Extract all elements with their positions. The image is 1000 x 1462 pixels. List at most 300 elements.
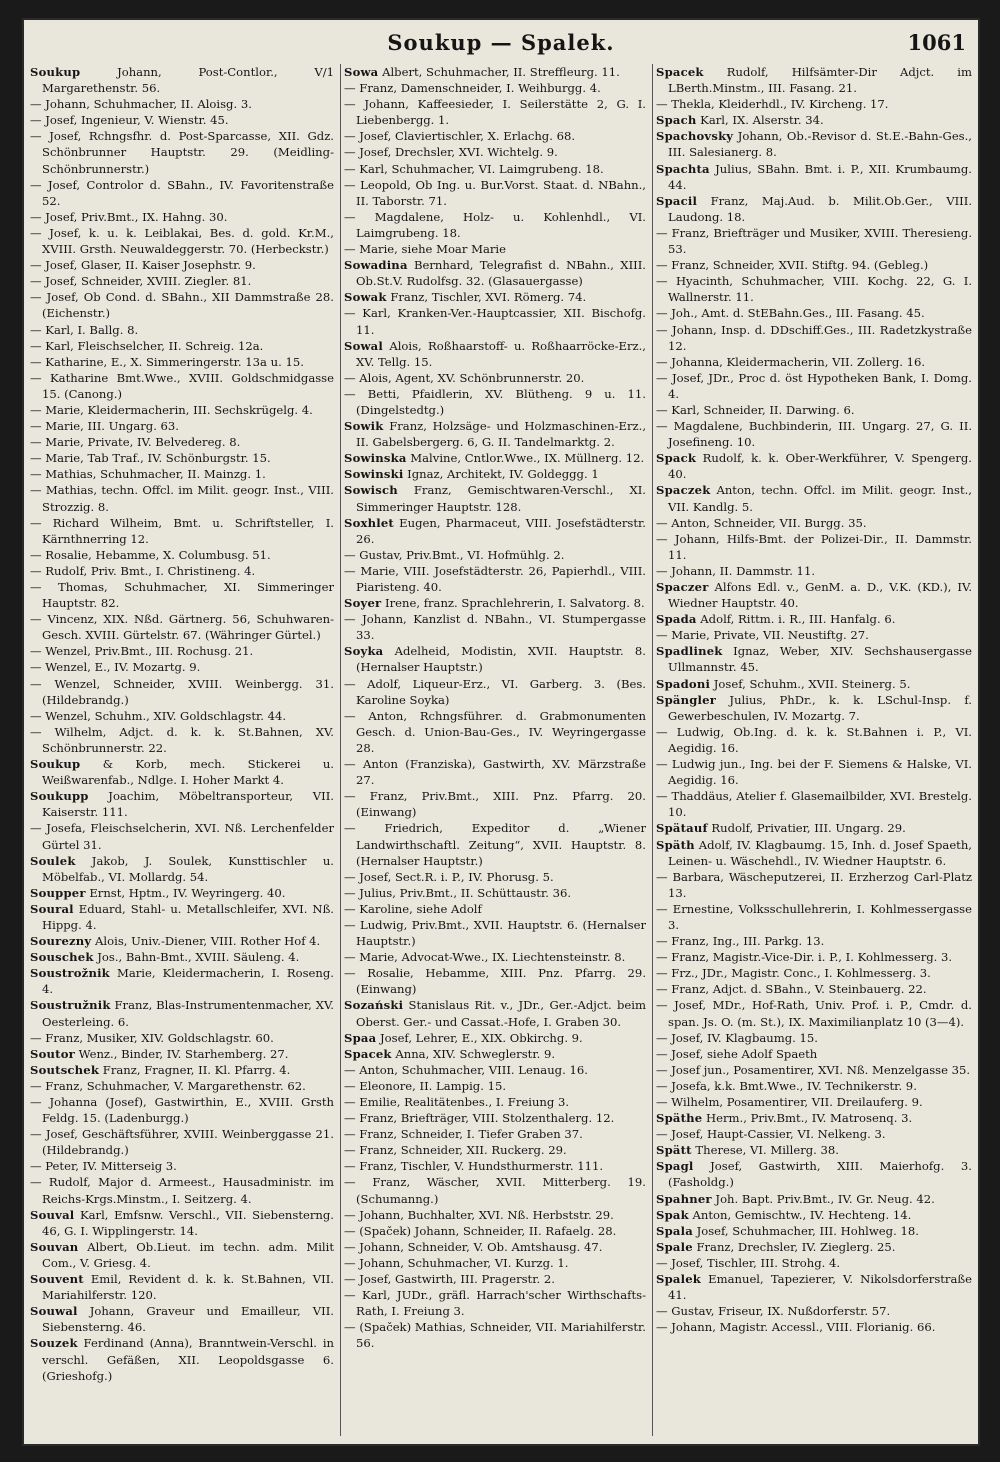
- directory-entry: [656, 96, 972, 112]
- entry-text: — Gustav, Priv.Bmt., VI. Hofmühlg. 2.: [344, 547, 565, 562]
- entry-text: — Katharine Bmt.Wwe., XVIII. Goldschmidgasse 15. (Canong.): [30, 370, 334, 401]
- directory-entry: [30, 1078, 334, 1094]
- entry-surname: Spacek: [344, 1046, 392, 1061]
- directory-entry: [344, 466, 646, 482]
- directory-entry: [344, 611, 646, 643]
- directory-entry: [656, 627, 972, 643]
- entry-surname: Souvan: [30, 1239, 79, 1254]
- directory-entry: [344, 1174, 646, 1206]
- directory-entry: [344, 1223, 646, 1239]
- directory-entry: [344, 257, 646, 289]
- directory-entry: [344, 595, 646, 611]
- entry-surname: Soutor: [30, 1046, 75, 1061]
- directory-entry: [656, 1030, 972, 1046]
- entry-text: Franz, Holzsäge- und Holzmaschinen-Erz., II. Gabelsbergerg. 6, G. II. Tandelmarktg. 2.: [356, 419, 646, 450]
- entry-text: Albert, Schuhmacher, II. Streffleurg. 11.: [378, 65, 620, 79]
- entry-surname: Spätt: [656, 1143, 692, 1158]
- entry-text: Rudolf, Privatier, III. Ungarg. 29.: [707, 821, 906, 836]
- entry-text: — Johann, Magistr. Accessl., VIII. Florianig. 66.: [656, 1320, 936, 1335]
- directory-entry: [656, 1094, 972, 1110]
- directory-entry: [344, 370, 646, 386]
- directory-entry: [344, 289, 646, 305]
- entry-text: Alfons Edl. v., GenM. a. D., V.K. (KD.), IV. Wiedner Hauptstr. 40.: [668, 580, 972, 611]
- directory-entry: [344, 209, 646, 241]
- entry-text: — Franz, Musiker, XIV. Goldschlagstr. 60.: [30, 1030, 274, 1045]
- entry-text: — Johann, Insp. d. DDschiff.Ges., III. Radetzkystraße 12.: [656, 322, 972, 353]
- directory-entry: [344, 1046, 646, 1062]
- column-divider: [340, 64, 341, 1436]
- entry-text: — Wenzel, Schuhm., XIV. Goldschlagstr. 44.: [30, 708, 287, 723]
- directory-entry: [344, 1158, 646, 1174]
- directory-entry: [344, 144, 646, 160]
- directory-entry: [656, 64, 972, 96]
- entry-text: — Alois, Agent, XV. Schönbrunnerstr. 20.: [344, 370, 585, 385]
- directory-entry: [344, 386, 646, 418]
- entry-surname: Sowadina: [344, 258, 408, 273]
- entry-text: — Franz, Magistr.-Vice-Dir. i. P., I. Kohlmesserg. 3.: [656, 950, 953, 965]
- entry-text: — Joh., Amt. d. StEBahn.Ges., III. Fasang. 45.: [656, 306, 925, 321]
- directory-entry: [30, 933, 334, 949]
- entry-surname: Spaczek: [656, 483, 711, 498]
- directory-entry: [30, 676, 334, 708]
- directory-entry: [656, 1239, 972, 1255]
- directory-entry: [30, 820, 334, 852]
- page-number: 1061: [907, 30, 966, 55]
- entry-text: — Katharine, E., X. Simmeringerstr. 13a u. 15.: [30, 354, 304, 369]
- directory-entry: [656, 1078, 972, 1094]
- directory-entry: [344, 563, 646, 595]
- entry-text: — Marie, Tab Traf., IV. Schönburgstr. 15.: [30, 451, 271, 466]
- entry-text: Therese, VI. Millerg. 38.: [691, 1143, 839, 1158]
- directory-entry: [344, 1255, 646, 1271]
- entry-text: — Josef, Sect.R. i. P., IV. Phorusg. 5.: [344, 869, 554, 884]
- directory-entry: [656, 322, 972, 354]
- directory-entry: [344, 901, 646, 917]
- directory-entry: [344, 997, 646, 1029]
- directory-entry: [656, 724, 972, 756]
- directory-entry: [344, 756, 646, 788]
- entry-text: Ignaz, Architekt, IV. Goldeggg. 1: [403, 467, 599, 482]
- entry-text: — Vincenz, XIX. Nßd. Gärtnerg. 56, Schuhwaren-Gesch. XVIII. Gürtelstr. 67. (Währinger Gürtel.): [30, 612, 334, 643]
- directory-entry: [30, 1174, 334, 1206]
- entry-text: Rudolf, k. k. Ober-Werkführer, V. Spengerg. 40.: [668, 451, 972, 482]
- directory-entry: [344, 1142, 646, 1158]
- entry-text: — Johann, II. Dammstr. 11.: [656, 563, 816, 578]
- entry-text: Johann, Post-Contlor., V/1 Margarethenstr. 56.: [42, 65, 334, 96]
- directory-entry: [30, 885, 334, 901]
- column-divider: [652, 64, 653, 1436]
- entry-text: — Gustav, Friseur, IX. Nußdorferstr. 57.: [656, 1304, 891, 1319]
- entry-surname: Sourezny: [30, 934, 92, 949]
- directory-entry: [656, 1303, 972, 1319]
- directory-entry: [30, 965, 334, 997]
- directory-entry: [30, 949, 334, 965]
- entry-surname: Sowinski: [344, 467, 404, 482]
- entry-surname: Spack: [656, 451, 697, 466]
- entry-text: — Johann, Kanzlist d. NBahn., VI. Stumpergasse 33.: [344, 612, 646, 643]
- directory-entry: [656, 273, 972, 305]
- entry-text: — Hyacinth, Schuhmacher, VIII. Kochg. 22, G. I. Wallnerstr. 11.: [656, 274, 972, 305]
- directory-entry: [656, 370, 972, 402]
- entry-text: — Marie, Private, VII. Neustiftg. 27.: [656, 628, 869, 643]
- entry-text: Jos., Bahn-Bmt., XVIII. Säuleng. 4.: [93, 950, 300, 965]
- directory-entry: [30, 177, 334, 209]
- directory-entry: [656, 901, 972, 933]
- entry-surname: Souzek: [30, 1336, 78, 1351]
- entry-text: — Josef, Gastwirth, III. Pragerstr. 2.: [344, 1272, 555, 1287]
- entry-text: Franz, Blas-Instrumentenmacher, XV. Oesterleing. 6.: [42, 998, 334, 1029]
- directory-entry: [30, 482, 334, 514]
- entry-text: — Karl, JUDr., gräfl. Harrach'scher Wirthschafts-Rath, I. Freiung 3.: [344, 1288, 646, 1319]
- directory-entry: [30, 128, 334, 176]
- entry-text: — Franz, Wäscher, XVII. Mitterberg. 19. (Schumanng.): [344, 1175, 646, 1206]
- directory-entry: [656, 981, 972, 997]
- entry-surname: Spaczer: [656, 580, 709, 594]
- entry-text: Adelheid, Modistin, XVII. Hauptstr. 8. (Hernalser Hauptstr.): [356, 644, 646, 675]
- entry-text: — Richard Wilheim, Bmt. u. Schriftsteller, I. Kärnthnerring 12.: [30, 515, 334, 546]
- entry-text: — Anton, Schuhmacher, VIII. Lenaug. 16.: [344, 1062, 588, 1077]
- directory-entry: [344, 1110, 646, 1126]
- directory-entry: [344, 708, 646, 756]
- entry-text: — Eleonore, II. Lampig. 15.: [344, 1078, 507, 1093]
- entry-surname: Souvent: [30, 1272, 84, 1287]
- directory-entry: [30, 1094, 334, 1126]
- directory-entry: [656, 563, 972, 579]
- directory-entry: [344, 676, 646, 708]
- directory-entry: [30, 1207, 334, 1239]
- entry-surname: Spachta: [656, 161, 710, 176]
- entry-surname: Souval: [30, 1207, 75, 1222]
- column-1: [30, 64, 334, 1438]
- entry-surname: Soukup: [30, 65, 81, 79]
- directory-entry: [30, 659, 334, 675]
- entry-text: Anna, XIV. Schweglerstr. 9.: [391, 1046, 556, 1061]
- directory-entry: [30, 466, 334, 482]
- entry-text: — Franz, Briefträger, VIII. Stolzenthalerg. 12.: [344, 1111, 615, 1126]
- directory-entry: [344, 338, 646, 370]
- entry-surname: Soutschek: [30, 1062, 100, 1077]
- entry-text: Malvine, Cntlor.Wwe., IX. Müllnerg. 12.: [406, 451, 645, 466]
- entry-text: — Franz, Priv.Bmt., XIII. Pnz. Pfarrg. 20. (Einwang): [344, 789, 646, 820]
- directory-entry: [30, 788, 334, 820]
- entry-text: — Rosalie, Hebamme, XIII. Pnz. Pfarrg. 29. (Einwang): [344, 966, 646, 997]
- entry-text: — Johann, Schneider, V. Ob. Amtshausg. 47.: [344, 1239, 603, 1254]
- entry-text: — Josef, Geschäftsführer, XVIII. Weinberggasse 21. (Hildebrandg.): [30, 1127, 334, 1158]
- entry-text: — Wilhelm, Adjct. d. k. k. St.Bahnen, XV. Schönbrunnerstr. 22.: [30, 724, 334, 755]
- directory-entry: [30, 418, 334, 434]
- entry-text: — Wenzel, Priv.Bmt., III. Rochusg. 21.: [30, 644, 254, 659]
- directory-entry: [344, 1030, 646, 1046]
- entry-surname: Spale: [656, 1239, 693, 1254]
- entry-text: — Johann, Schuhmacher, VI. Kurzg. 1.: [344, 1255, 569, 1270]
- entry-text: — Johann, Schuhmacher, II. Aloisg. 3.: [30, 97, 252, 112]
- entry-text: Marie, Kleidermacherin, I. Roseng. 4.: [42, 966, 334, 997]
- entry-surname: Spacek: [656, 65, 704, 79]
- directory-entry: [30, 1046, 334, 1062]
- entry-text: — Josefa, Fleischselcherin, XVI. Nß. Lerchenfelder Gürtel 31.: [30, 821, 334, 852]
- entry-text: Karl, Emfsnw. Verschl., VII. Siebensterng. 46, G. I. Wipplingerstr. 14.: [42, 1207, 334, 1238]
- entry-text: — Magdalene, Buchbinderin, III. Ungarg. 27, G. II. Josefineng. 10.: [656, 419, 972, 450]
- entry-surname: Soustrožnik: [30, 966, 110, 981]
- directory-entry: [344, 949, 646, 965]
- entry-surname: Späthe: [656, 1111, 703, 1126]
- directory-entry: [344, 482, 646, 514]
- entry-surname: Spagl: [656, 1159, 694, 1174]
- entry-text: Josef, Schuhm., XVII. Steinerg. 5.: [710, 676, 911, 691]
- entry-text: — Anton, Schneider, VII. Burgg. 35.: [656, 515, 867, 530]
- entry-text: — Karoline, siehe Adolf: [344, 901, 482, 916]
- entry-text: Alois, Roßhaarstoff- u. Roßhaarröcke-Erz., XV. Tellg. 15.: [356, 338, 646, 369]
- directory-entry: [344, 1271, 646, 1287]
- entry-text: Adolf, IV. Klagbaumg. 15, Inh. d. Josef Spaeth, Leinen- u. Wäschehdl., IV. Wiedner Hauptstr. 6.: [668, 837, 972, 868]
- directory-entry: [656, 579, 972, 611]
- directory-entry: [656, 643, 972, 675]
- directory-entry: [344, 788, 646, 820]
- entry-surname: Spahner: [656, 1191, 712, 1206]
- directory-entry: [30, 1303, 334, 1335]
- directory-entry: [656, 611, 972, 627]
- entry-surname: Spala: [656, 1223, 693, 1238]
- entry-text: — Franz, Schneider, XVII. Stiftg. 94. (Gebleg.): [656, 258, 929, 273]
- entry-surname: Souwal: [30, 1304, 78, 1319]
- entry-text: — Thaddäus, Atelier f. Glasemailbilder, XVI. Brestelg. 10.: [656, 789, 972, 820]
- directory-entry: [344, 643, 646, 675]
- entry-text: — Johann, Kaffeesieder, I. Seilerstätte 2, G. I. Liebenbergg. 1.: [344, 97, 646, 128]
- entry-text: — Wilhelm, Posamentirer, VII. Dreilauferg. 9.: [656, 1095, 923, 1109]
- entry-text: — Marie, VIII. Josefstädterstr. 26, Papierhdl., VIII. Piaristeng. 40.: [344, 563, 646, 594]
- entry-text: — Franz, Schneider, I. Tiefer Graben 37.: [344, 1127, 583, 1142]
- directory-entry: [30, 997, 334, 1029]
- directory-entry: [30, 354, 334, 370]
- entry-text: — Josef, Schneider, XVIII. Ziegler. 81.: [30, 274, 252, 289]
- entry-text: — Emilie, Realitätenbes., I. Freiung 3.: [344, 1095, 570, 1109]
- directory-entry: [656, 418, 972, 450]
- directory-entry: [30, 1158, 334, 1174]
- entry-text: Wenz., Binder, IV. Starhemberg. 27.: [74, 1046, 289, 1061]
- directory-entry: [656, 949, 972, 965]
- entry-text: Anton, techn. Offcl. im Milit. geogr. Inst., VII. Kandlg. 5.: [668, 483, 972, 514]
- entry-text: — Josef, Rchngsfhr. d. Post-Sparcasse, XII. Gdz. Schönbrunner Hauptstr. 29. (Meidling-Schönbrunnerstr.): [30, 129, 334, 176]
- entry-text: — Josef, Ingenieur, V. Wienstr. 45.: [30, 113, 229, 128]
- entry-text: — Franz, Schneider, XII. Ruckerg. 29.: [344, 1143, 567, 1158]
- directory-entry: [656, 965, 972, 981]
- entry-text: Julius, PhDr., k. k. LSchul-Insp. f. Gewerbeschulen, IV. Mozartg. 7.: [668, 692, 972, 723]
- entry-text: — Rudolf, Priv. Bmt., I. Christineng. 4.: [30, 563, 256, 578]
- entry-text: — Ludwig, Priv.Bmt., XVII. Hauptstr. 6. (Hernalser Hauptstr.): [344, 917, 646, 949]
- entry-text: — Mathias, Schuhmacher, II. Mainzg. 1.: [30, 467, 266, 482]
- entry-text: Franz, Gemischtwaren-Verschl., XI. Simmeringer Hauptstr. 128.: [356, 483, 646, 514]
- entry-text: — Franz, Schuhmacher, V. Margarethenstr. 62.: [30, 1078, 306, 1093]
- directory-entry: [344, 1319, 646, 1351]
- directory-entry: [30, 64, 334, 96]
- entry-text: — Karl, Schneider, II. Darwing. 6.: [656, 402, 855, 417]
- entry-text: — Ludwig jun., Ing. bei der F. Siemens & Halske, VI. Aegidig. 16.: [656, 757, 972, 788]
- directory-entry: [344, 885, 646, 901]
- entry-text: Josef, Gastwirth, XIII. Maierhofg. 3. (Fasholdg.): [668, 1159, 972, 1190]
- directory-entry: [30, 450, 334, 466]
- entry-surname: Spätauf: [656, 821, 708, 836]
- directory-entry: [344, 1207, 646, 1223]
- entry-text: — Marie, Private, IV. Belvedereg. 8.: [30, 435, 241, 450]
- entry-text: — Rudolf, Major d. Armeest., Hausadministr. im Reichs-Krgs.Minstm., I. Seitzerg. 4.: [30, 1175, 334, 1206]
- directory-entry: [30, 1062, 334, 1078]
- entry-text: — Friedrich, Expeditor d. „Wiener Landwirthschaftl. Zeitung“, XVII. Hauptstr. 8. (Hernalser Hauptstr.): [344, 821, 646, 868]
- entry-text: — Marie, Advocat-Wwe., IX. Liechtensteinstr. 8.: [344, 950, 626, 965]
- entry-text: — Josef, Priv.Bmt., IX. Hahng. 30.: [30, 209, 228, 224]
- directory-entry: [656, 820, 972, 836]
- directory-entry: [30, 96, 334, 112]
- entry-text: — Josef, Glaser, II. Kaiser Josephstr. 9.: [30, 258, 256, 273]
- entry-text: — Josef, Tischler, III. Strohg. 4.: [656, 1255, 841, 1270]
- directory-entry: [656, 450, 972, 482]
- entry-text: — Karl, Fleischselcher, II. Schreig. 12a.: [30, 338, 264, 353]
- directory-entry: [656, 1142, 972, 1158]
- directory-entry: [30, 322, 334, 338]
- entry-text: — Karl, I. Ballg. 8.: [30, 322, 139, 337]
- entry-surname: Soulek: [30, 853, 76, 868]
- directory-entry: [30, 1030, 334, 1046]
- entry-surname: Soural: [30, 901, 74, 916]
- entry-text: — Thekla, Kleiderhdl., IV. Kircheng. 17.: [656, 97, 889, 112]
- entry-text: — Betti, Pfaidlerin, XV. Blütheng. 9 u. 11. (Dingelstedtg.): [344, 386, 646, 417]
- directory-entry: [656, 1255, 972, 1271]
- directory-entry: [30, 1126, 334, 1158]
- entry-text: — Franz, Adjct. d. SBahn., V. Steinbauerg. 22.: [656, 982, 927, 997]
- entry-text: Julius, SBahn. Bmt. i. P., XII. Krumbaumg. 44.: [668, 161, 972, 192]
- directory-entry: [30, 434, 334, 450]
- directory-entry: [656, 1271, 972, 1303]
- directory-entry: [30, 112, 334, 128]
- directory-entry: [344, 1078, 646, 1094]
- entry-text: Herm., Priv.Bmt., IV. Matrosenq. 3.: [702, 1111, 913, 1126]
- directory-entry: [656, 756, 972, 788]
- directory-entry: [344, 64, 646, 80]
- entry-surname: Spaa: [344, 1030, 377, 1045]
- entry-text: — Marie, siehe Moar Marie: [344, 242, 506, 257]
- entry-surname: Sowik: [344, 419, 384, 434]
- entry-surname: Spada: [656, 612, 697, 627]
- entry-text: — Thomas, Schuhmacher, XI. Simmeringer Hauptstr. 82.: [30, 580, 334, 611]
- directory-entry: [30, 1239, 334, 1271]
- directory-entry: [656, 997, 972, 1029]
- directory-entry: [30, 1335, 334, 1383]
- directory-entry: [30, 756, 334, 788]
- entry-text: — Franz, Briefträger und Musiker, XVIII. Theresieng. 53.: [656, 225, 972, 257]
- directory-entry: [656, 1223, 972, 1239]
- directory-entry: [30, 225, 334, 257]
- directory-entry: [656, 869, 972, 901]
- entry-text: Eugen, Pharmaceut, VIII. Josefstädterstr. 26.: [356, 515, 646, 546]
- entry-text: — Barbara, Wäscheputzerei, II. Erzherzog Carl-Platz 13.: [656, 869, 972, 900]
- entry-text: Adolf, Rittm. i. R., III. Hanfalg. 6.: [696, 612, 896, 627]
- entry-text: — Franz, Damenschneider, I. Weihburgg. 4.: [344, 81, 601, 96]
- entry-surname: Soukup: [30, 757, 81, 772]
- directory-entry: [30, 563, 334, 579]
- entry-text: Jakob, J. Soulek, Kunsttischler u. Möbelfab., VI. Mollardg. 54.: [42, 853, 334, 884]
- entry-text: — Anton (Franziska), Gastwirth, XV. Märzstraße 27.: [344, 757, 646, 788]
- entry-text: Albert, Ob.Lieut. im techn. adm. Milit Com., V. Griesg. 4.: [42, 1239, 334, 1270]
- directory-entry: [656, 305, 972, 321]
- directory-page: [22, 18, 980, 1446]
- entry-surname: Spachovsky: [656, 129, 734, 144]
- entry-text: — Ludwig, Ob.Ing. d. k. k. St.Bahnen i. P., VI. Aegidig. 16.: [656, 724, 972, 755]
- page-title: Soukup — Spalek.: [387, 30, 615, 55]
- entry-text: Rudolf, Hilfsämter-Dir Adjct. im LBerth.Minstm., III. Fasang. 21.: [668, 65, 972, 96]
- entry-text: Ignaz, Weber, XIV. Sechshausergasse Ullmannstr. 45.: [668, 644, 972, 675]
- entry-text: — Rosalie, Hebamme, X. Columbusg. 51.: [30, 547, 271, 562]
- entry-text: — Marie, III. Ungarg. 63.: [30, 419, 179, 434]
- entry-text: — Josef, MDr., Hof-Rath, Univ. Prof. i. P., Cmdr. d. span. Js. O. (m. St.), IX. Maximilianplatz 10 (3—4).: [656, 998, 972, 1029]
- entry-text: — Karl, Schuhmacher, VI. Laimgrubeng. 18.: [344, 161, 604, 176]
- directory-entry: [344, 965, 646, 997]
- directory-entry: [30, 643, 334, 659]
- entry-text: — (Spaček) Mathias, Schneider, VII. Mariahilferstr. 56.: [344, 1320, 646, 1351]
- directory-entry: [30, 611, 334, 643]
- entry-text: Joachim, Möbeltransporteur, VII. Kaiserstr. 111.: [42, 789, 334, 820]
- directory-entry: [656, 354, 972, 370]
- directory-entry: [30, 901, 334, 933]
- directory-entry: [30, 257, 334, 273]
- directory-entry: [344, 547, 646, 563]
- directory-entry: [30, 547, 334, 563]
- entry-text: — Frz., JDr., Magistr. Conc., I. Kohlmesserg. 3.: [656, 966, 931, 981]
- entry-text: — Anton, Rchngsführer. d. Grabmonumenten Gesch. d. Union-Bau-Ges., IV. Weyringergasse 28.: [344, 708, 646, 755]
- entry-text: — Josef, Drechsler, XVI. Wichtelg. 9.: [344, 145, 558, 160]
- entry-surname: Späth: [656, 837, 695, 852]
- entry-text: Franz, Tischler, XVI. Römerg. 74.: [386, 290, 587, 305]
- directory-entry: [30, 724, 334, 756]
- entry-text: — Franz, Ing., III. Parkg. 13.: [656, 934, 825, 949]
- directory-entry: [344, 450, 646, 466]
- directory-entry: [344, 1239, 646, 1255]
- entry-text: Karl, IX. Alserstr. 34.: [696, 113, 824, 128]
- entry-surname: Spadoni: [656, 676, 711, 691]
- directory-entry: [344, 305, 646, 337]
- entry-surname: Soustružnik: [30, 998, 111, 1013]
- entry-text: — (Spaček) Johann, Schneider, II. Rafaelg. 28.: [344, 1223, 617, 1238]
- directory-entry: [656, 1062, 972, 1078]
- column-3: [656, 64, 972, 1438]
- directory-entry: [656, 1110, 972, 1126]
- entry-text: Joh. Bapt. Priv.Bmt., IV. Gr. Neug. 42.: [711, 1191, 935, 1206]
- directory-entry: [656, 257, 972, 273]
- entry-surname: Spach: [656, 113, 697, 128]
- directory-entry: [344, 96, 646, 128]
- directory-entry: [656, 1126, 972, 1142]
- entry-surname: Sozański: [344, 998, 404, 1013]
- directory-entry: [656, 676, 972, 692]
- entry-surname: Spängler: [656, 692, 717, 707]
- directory-entry: [30, 708, 334, 724]
- entry-text: Josef, Schuhmacher, III. Hohlweg. 18.: [692, 1223, 919, 1238]
- directory-entry: [656, 531, 972, 563]
- entry-text: — Magdalene, Holz- u. Kohlenhdl., VI. Laimgrubeng. 18.: [344, 209, 646, 240]
- directory-entry: [344, 161, 646, 177]
- entry-text: Ernst, Hptm., IV. Weyringerg. 40.: [85, 885, 286, 900]
- entry-text: Ferdinand (Anna), Branntwein-Verschl. in verschl. Gefäßen, XII. Leopoldsgasse 6. (Grieshofg.): [42, 1336, 334, 1383]
- entry-text: — Johann, Buchhalter, XVI. Nß. Herbststr. 29.: [344, 1207, 614, 1222]
- directory-entry: [656, 112, 972, 128]
- entry-text: Franz, Fragner, II. Kl. Pfarrg. 4.: [99, 1062, 291, 1077]
- directory-entry: [656, 193, 972, 225]
- entry-surname: Souschek: [30, 950, 94, 965]
- entry-text: — Josef, Claviertischler, X. Erlachg. 68.: [344, 129, 576, 144]
- directory-entry: [30, 402, 334, 418]
- directory-entry: [656, 482, 972, 514]
- entry-surname: Sowak: [344, 290, 387, 305]
- directory-entry: [656, 515, 972, 531]
- entry-text: Eduard, Stahl- u. Metallschleifer, XVI. Nß. Hippg. 4.: [42, 901, 334, 932]
